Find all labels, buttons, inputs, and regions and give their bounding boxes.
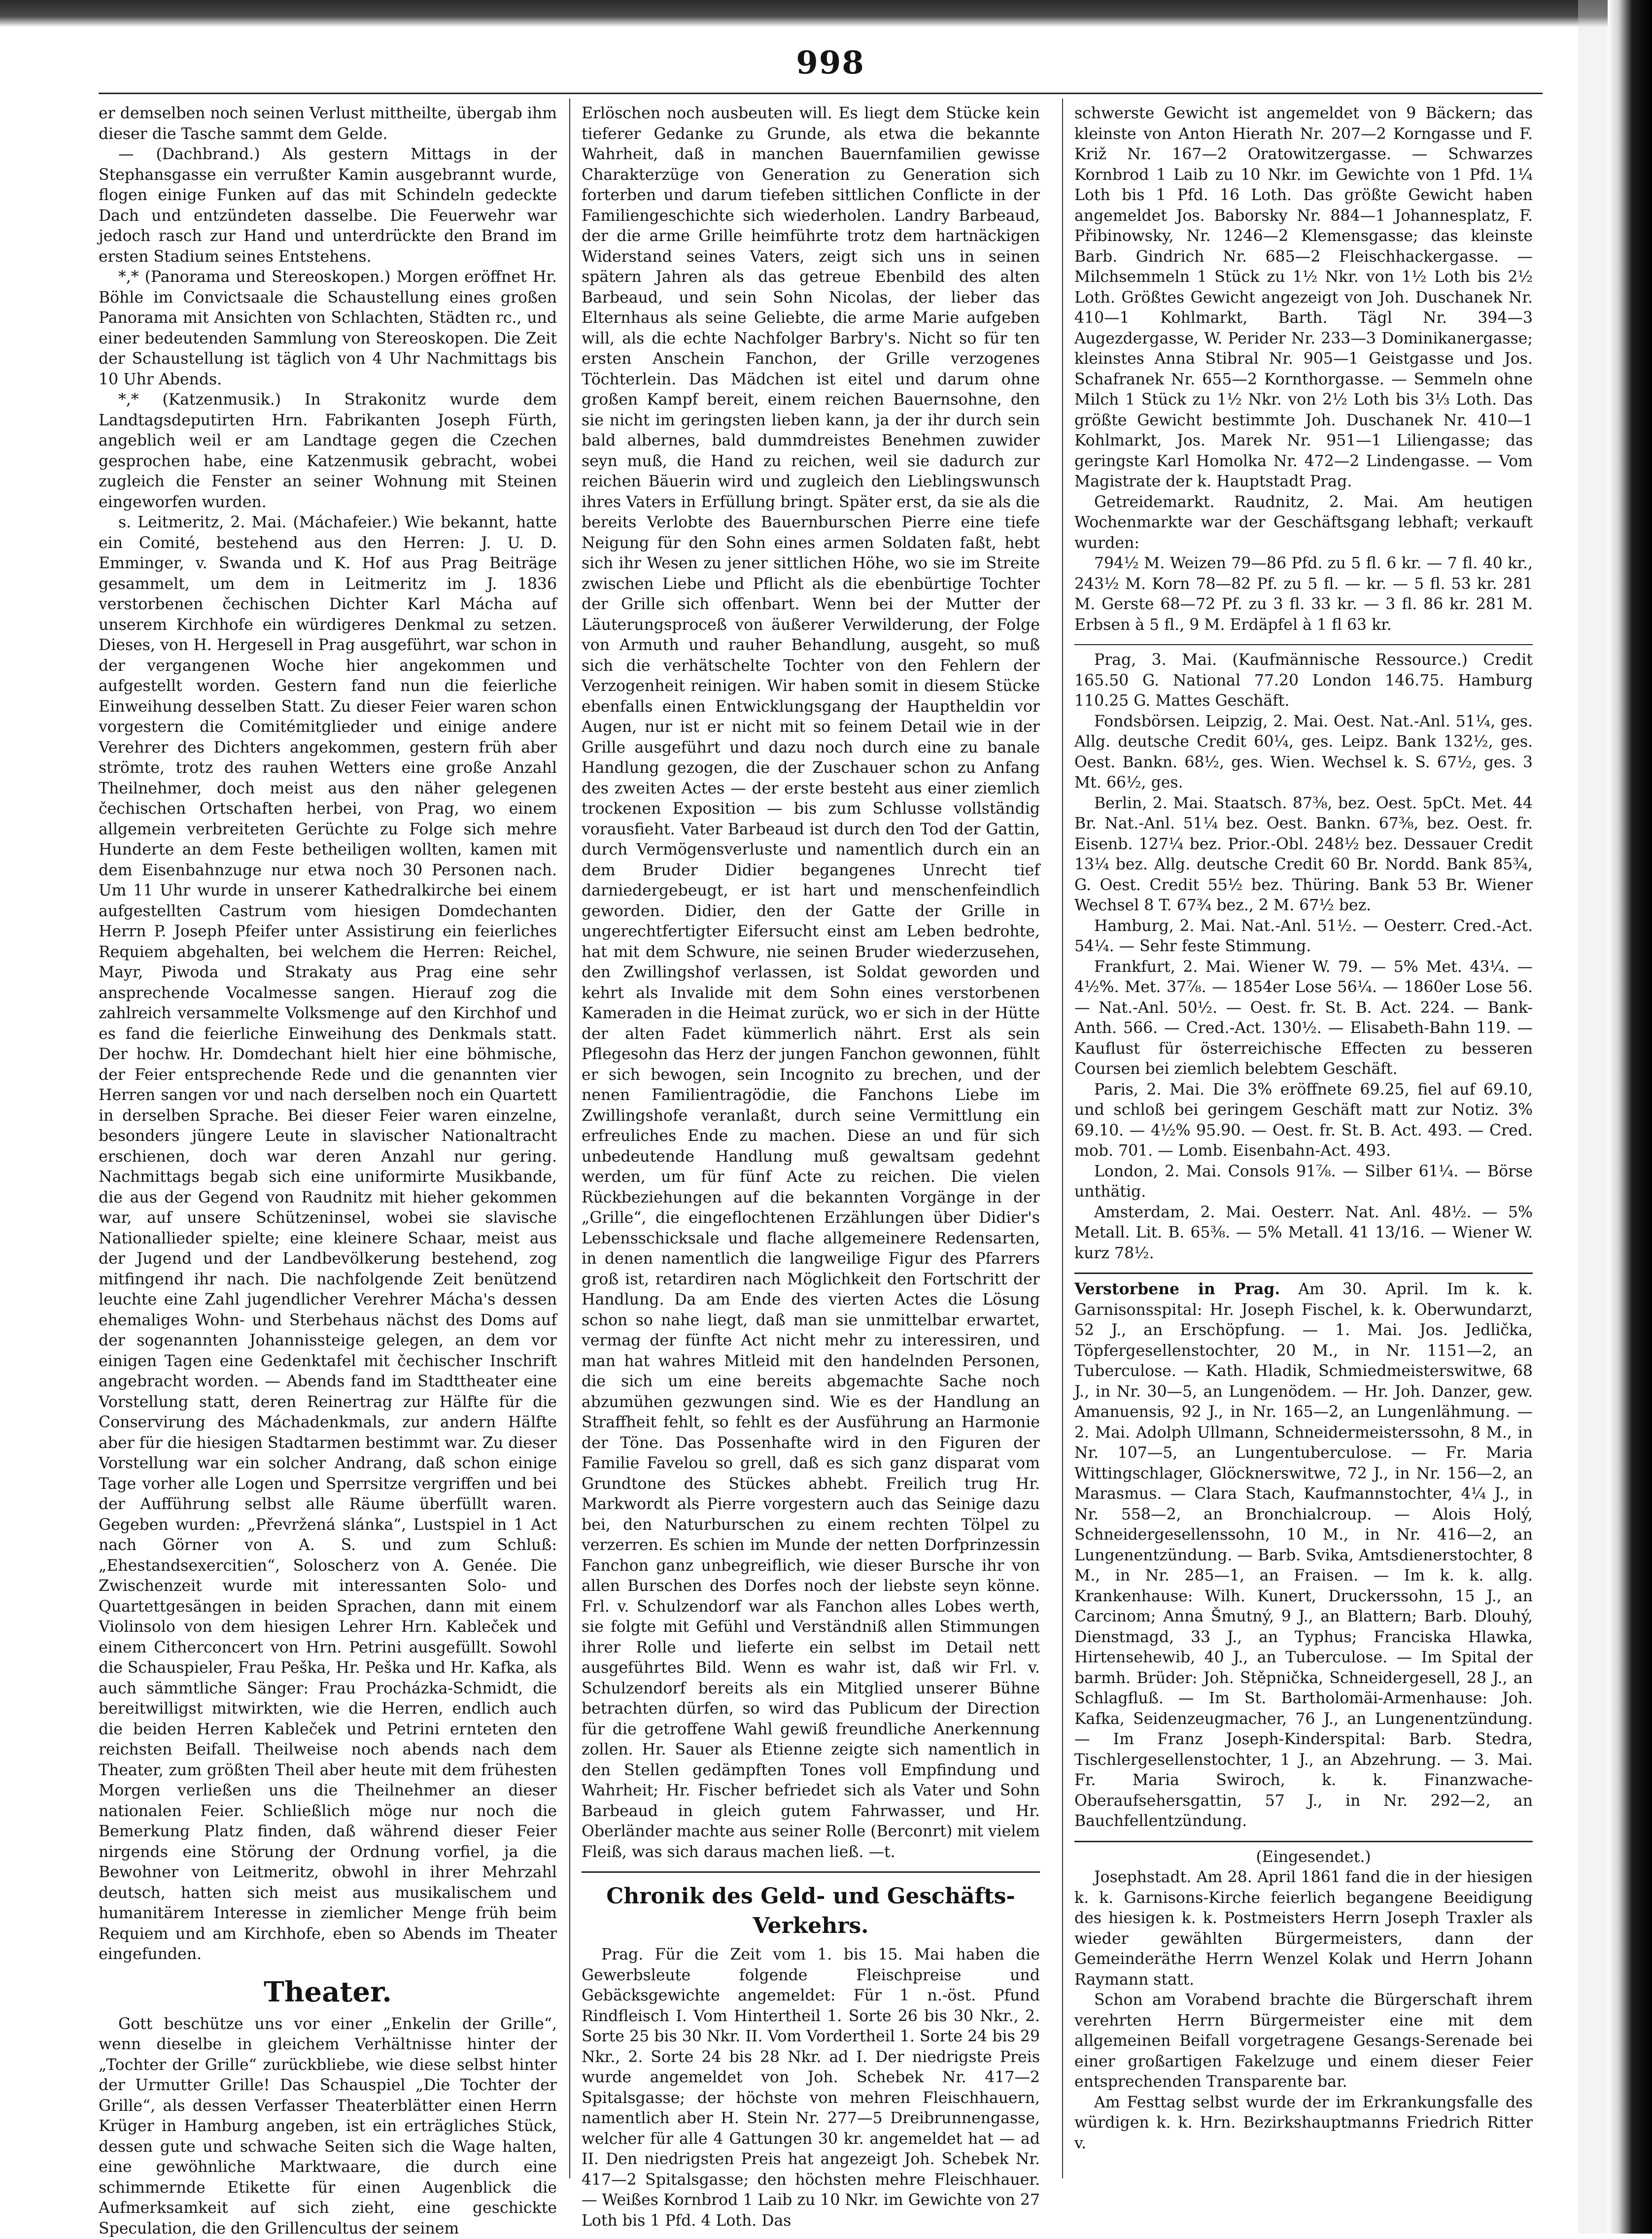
section-rule xyxy=(1074,644,1533,645)
paragraph: Schon am Vorabend brachte die Bürgerschaft ihrem verehrten Herrn Bürgermeister eine mit dem allgemeinen Beifall vorgetragene Gesangs-Serenade bei einer großartigen Fakelzuge und einem dieser Feier entsprechenden Transparente bar. xyxy=(1074,1990,1533,2093)
paragraph: Gott beschütze uns vor einer „Enkelin der Grille“, wenn dieselbe in gleichem Verhältnisse hinter der „Tochter der Grille“ zurückbliebe, wie diese selbst hinter der Urmutter Grille! Das Schauspiel „Die Tochter der Grille“, als dessen Verfasser Theaterblätter einen Herrn Krüger in Hamburg angeben, ist ein erträgliches Stück, dessen gute und schwache Seiten sich die Wage halten, eine gewöhnliche Marktwaare, die durch eine schimmernde Etikette für einen Augenblick die Aufmerksamkeit auf sich zieht, eine geschickte Speculation, die den Grillencultus der seinem xyxy=(99,2014,557,2239)
paragraph: Hamburg, 2. Mai. Nat.-Anl. 51½. — Oesterr. Cred.-Act. 54¼. — Sehr feste Stimmung. xyxy=(1074,916,1533,957)
paragraph: er demselben noch seinen Verlust mittheilte, übergab ihm dieser die Tasche sammt dem Gelde. xyxy=(99,103,557,144)
paragraph: Prag. Für die Zeit vom 1. bis 15. Mai haben die Gewerbsleute folgende Fleischpreise und Gebäcksgewichte angemeldet: Für 1 n.-öst. Pfund Rindfleisch I. Vom Hintertheil 1. Sorte 26 bis 30 Nkr., 2. Sorte 25 bis 30 Nkr. II. Vom Vordertheil 1. Sorte 24 bis 29 Nkr., 2. Sorte 24 bis 28 Nkr. ad I. Der niedrigste Preis wurde angemeldet von Joh. Schebek Nr. 417—2 Spitalsgasse; der höchste von mehren Fleischhauern, namentlich aber H. Stein Nr. 277—5 Dreibrunnengasse, welcher für alle 4 Gattungen 30 kr. angemeldet hat — ad II. Den niedrigsten Preis hat angezeigt Joh. Schebek Nr. 417—2 Spitalsgasse; den höchsten mehre Fleischhauer. — Weißes Kornbrod 1 Laib zu 10 Nkr. im Gewichte von 27 Loth bis 1 Pfd. 4 Loth. Das xyxy=(582,1945,1040,2231)
column-left xyxy=(99,103,557,2239)
paragraph: Prag, 3. Mai. (Kaufmännische Ressource.) Credit 165.50 G. National 77.20 London 146.75. Hamburg 110.25 G. Mattes Geschäft. xyxy=(1074,650,1533,712)
paragraph: Am Festtag selbst wurde der im Erkrankungsfalle des würdigen k. k. Hrn. Bezirkshauptmanns Friedrich Ritter v. xyxy=(1074,2093,1533,2154)
paragraph: Erlöschen noch ausbeuten will. Es liegt dem Stücke kein tieferer Gedanke zu Grunde, als etwa die bekannte Wahrheit, daß in manchen Bauernfamilien gewisse Charakterzüge von Generation zu Generation sich forterben und darum tiefeben sittlichen Conflicte in der Familiengeschichte sich wiederholen. Landry Barbeaud, der die arme Grille heimführte trotz dem hartnäckigen Widerstand seines Vaters, zeigt sich uns in seinen spätern Jahren als das getreue Ebenbild des alten Barbeaud, und sein Sohn Nicolas, der lieber das Elternhaus als seine Geliebte, die arme Marie aufgeben will, als die echte Nachfolger Barbry's. Nicht so für ten ersten Anschein Fanchon, der Grille verzogenes Töchterlein. Das Mädchen ist eitel und darum ohne großen Kampf bereit, einem reichen Bauernsohne, den sie nicht im geringsten lieben kann, ja der ihr durch sein bald albernes, bald dummdreistes Benehmen zuwider seyn muß, die Hand zu reichen, weil sie dadurch zur reichen Bäuerin wird und zugleich den Lieblingswunsch ihres Vaters in Erfüllung bringt. Später erst, da sie als die bereits Verlobte des Bauernburschen Pierre eine tiefe Neigung für den Sohn eines armen Soldaten faßt, hebt sich ihr Wesen zu jener sittlichen Höhe, wo sie im Streite zwischen Liebe und Pflicht als die ebenbürtige Tochter der Grille sich offenbart. Wenn bei der Mutter der Läuterungsproceß von äußerer Verwilderung, der Folge von Armuth und rauher Behandlung, ausgeht, so muß sich die verhätschelte Tochter von den Fehlern der Verzogenheit reinigen. Wir haben somit in diesem Stücke ebenfalls einen Entwicklungsgang der Hauptheldin vor Augen, nur ist er nicht mit so feinem Detail wie in der Grille ausgeführt und dazu noch durch eine zu banale Handlung gezogen, die der Zuschauer schon zu Anfang des zweiten Actes — der erste besteht aus einer ziemlich trockenen Exposition — bis zum Schlusse vollständig vorausfieht. Vater Barbeaud ist durch den Tod der Gattin, durch Vermögensverluste und namentlich durch ein an dem Bruder Didier begangenes Unrecht tief darniedergebeugt, er ist hart und menschenfeindlich geworden. Didier, den der Gatte der Grille in ungerechtfertigter Eifersucht einst am Leben bedrohte, hat mit dem Schwure, nie seinen Bruder wiederzusehen, den Zwillingshof verlassen, ist Soldat geworden und kehrt als Invalide mit dem Sohn eines verstorbenen Kameraden in die Heimat zurück, wo er sich in der Hütte der alten Fadet kümmerlich nährt. Erst als sein Pflegesohn das Herz der jungen Fanchon gewonnen, fühlt er sich bewogen, sein Incognito zu brechen, und der nenen Familientragödie, die Fanchons Liebe im Zwillingshofe veranlaßt, durch seine Vermittlung ein erfreuliches Ende zu machen. Diese an und für sich unbedeutende Handlung muß gewaltsam gedehnt werden, um für fünf Acte zu reichen. Die vielen Rückbeziehungen auf die bekannten Vorgänge in der „Grille“, die eingeflochtenen Erzählungen über Didier's Lebensschicksale und flache allgemeinere Redensarten, in denen namentlich die langweilige Figur des Pfarrers groß ist, retardiren nach Möglichkeit den Fortschritt der Handlung. Da am Ende des vierten Actes die Lösung schon so nahe liegt, daß man sie unmittelbar erwartet, vermag der fünfte Act nicht mehr zu interessiren, und man hat wahres Mitleid mit den handelnden Personen, die sich um eine bereits abgemachte Sache noch abzumühen gezwungen sind. Wie es der Handlung an Straffheit fehlt, so fehlt es der Ausführung an Harmonie der Töne. Das Possenhafte wird in den Figuren der Familie Favelou so grell, daß es sich ganz disparat vom Grundtone des Stückes abhebt. Freilich trug Hr. Markwordt als Pierre vorgestern auch das Seinige dazu bei, den Naturburschen zu einem rechten Tölpel zu verzerren. Es schien im Munde der netten Dorfprinzessin Fanchon ganz unbegreiflich, wie dieser Bursche ihr von allen Burschen des Dorfes noch der liebste seyn könne. Frl. v. Schulzendorf war als Fanchon alles Lobes werth, sie folgte mit Gefühl und Verständniß allen Stimmungen ihrer Rolle und lieferte ein selbst im Detail nett ausgeführtes Bild. Wenn es wahr ist, daß wir Frl. v. Schulzendorf bereits als ein Mitglied unserer Bühne betrachten dürfen, so wird das Publicum der Direction für die getroffene Wahl gewiß freundliche Anerkennung zollen. Hr. Sauer als Etienne zeigte sich namentlich in den Stellen gedämpften Tones voll Empfindung und Wahrheit; Hr. Fischer befriedet sich als Vater und Sohn Barbeaud in gleich gutem Fahrwasser, und Hr. Oberländer machte aus seiner Rolle (Berconrt) mit vielem Fleiß, was sich daraus machen ließ. —t. xyxy=(582,103,1040,1862)
paragraph: Paris, 2. Mai. Die 3% eröffnete 69.25, fiel auf 69.10, und schloß bei geringem Geschäft matt zur Notiz. 3% 69.10. — 4½% 95.90. — Oest. fr. St. B. Act. 493. — Cred. mob. 701. — Lomb. Eisenbahn-Act. 493. xyxy=(1074,1080,1533,1162)
scan-binding-shadow xyxy=(1578,0,1608,2234)
section-rule xyxy=(582,1871,1040,1873)
paragraph: Berlin, 2. Mai. Staatsch. 87⅜, bez. Oest. 5pCt. Met. 44 Br. Nat.-Anl. 51¼ bez. Oest. Bankn. 67⅜, bez. Oest. fr. Eisenb. 127¼ bez. Prior.-Obl. 248½ bez. Dessauer Credit 13¼ bez. Allg. deutsche Credit 60 Br. Nordd. Bank 85¾, G. Oest. Credit 55½ bez. Thüring. Bank 53 Br. Wiener Wechsel 8 T. 67¾ bez., 2 M. 67½ bez. xyxy=(1074,793,1533,916)
header-rule xyxy=(99,93,1543,94)
page-number: 998 xyxy=(769,44,892,81)
paragraph: Josephstadt. Am 28. April 1861 fand die in der hiesigen k. k. Garnisons-Kirche feierlich begangene Beeidigung des hiesigen k. k. Postmeisters Herrn Joseph Traxler als wieder gewählten Bürgermeisters, dann der Gemeinderäthe Herrn Wenzel Kolak und Herrn Johann Raymann statt. xyxy=(1074,1867,1533,1990)
column-divider xyxy=(1062,99,1063,2178)
section-title-theater: Theater. xyxy=(99,1974,557,2010)
paragraph xyxy=(1074,1279,1533,1832)
paragraph-text: Am 30. April. Im k. k. Garnisonsspital: Hr. Joseph Fischel, k. k. Oberwundarzt, 52 J., an Erschöpfung. — 1. Mai. Jos. Jedlička, Töpfergesellenstochter, 20 M., in Nr. 1151—2, an Tuberculose. — Kath. Hladik, Schmiedmeisterswitwe, 68 J., in Nr. 30—5, an Lungenödem. — Hr. Joh. Danzer, gew. Amanuensis, 92 J., in Nr. 165—2, an Lungenlähmung. — 2. Mai. Adolph Ullmann, Schneidermeisterssohn, 8 M., in Nr. 107—5, an Lungentuberculose. — Fr. Maria Wittingschlager, Glöcknerswitwe, 72 J., in Nr. 156—2, an Marasmus. — Clara Stach, Kaufmannstochter, 4¼ J., in Nr. 558—2, an Bronchialcroup. — Alois Holý, Schneidergesellenssohn, 10 M., in Nr. 416—2, an Lungenentzündung. — Barb. Svika, Amtsdienerstochter, 8 M., in Nr. 285—1, an Fraisen. — Im k. k. allg. Krankenhause: Wilh. Kunert, Druckerssohn, 15 J., an Carcinom; Anna Šmutný, 9 J., an Blattern; Barb. Dlouhý, Dienstmagd, 33 J., an Typhus; Franciska Hlawka, Hirtensehewib, 40 J., an Tuberculose. — Im Spital der barmh. Brüder: Joh. Stěpnička, Schneidergesell, 28 J., an Schlagfluß. — Im St. Bartholomäi-Armenhause: Joh. Kafka, Seidenzeugmacher, 76 J., an Lungenentzündung. — Im Franz Joseph-Kinderspital: Barb. Stedra, Tischlergesellenstochter, 1 J., an Abzehrung. — 3. Mai. Fr. Maria Swiroch, k. k. Finanzwache-Oberaufsehersgattin, 57 J., in Nr. 292—2, an Bauchfellentzündung. xyxy=(1074,1280,1533,1830)
section-rule xyxy=(1074,1841,1533,1842)
paragraph: Frankfurt, 2. Mai. Wiener W. 79. — 5% Met. 43¼. — 4½%. Met. 37⅞. — 1854er Lose 56¼. — 1860er Lose 56. — Nat.-Anl. 50½. — Oest. fr. St. B. Act. 224. — Bank-Anth. 566. — Cred.-Act. 130½. — Elisabeth-Bahn 119. — Kauflust für österreichische Effecten zu besseren Coursen bei ziemlich belebtem Geschäft. xyxy=(1074,957,1533,1080)
paragraph: Getreidemarkt. Raudnitz, 2. Mai. Am heutigen Wochenmarkte war der Geschäftsgang lebhaft; verkauft wurden: xyxy=(1074,492,1533,554)
column-divider xyxy=(569,99,570,2178)
column-right xyxy=(1074,103,1533,2154)
section-title-eingesendet: (Eingesendet.) xyxy=(1074,1847,1533,1868)
paragraph: — (Dachbrand.) Als gestern Mittags in der Stephansgasse ein verrußter Kamin ausgebrannt wurde, flogen einige Funken auf das mit Schindeln gedeckte Dach und entzündeten dasselbe. Die Feuerwehr war jedoch rasch zur Hand und unterdrückte den Brand im ersten Stadium seines Entstehens. xyxy=(99,144,557,267)
section-title-chronik: Chronik des Geld- und Geschäfts-Verkehrs. xyxy=(582,1882,1040,1941)
paragraph: Amsterdam, 2. Mai. Oesterr. Nat. Anl. 48½. — 5% Metall. Lit. B. 65⅜. — 5% Metall. 41 13/16. — Wiener W. kurz 78½. xyxy=(1074,1203,1533,1264)
paragraph: 794½ M. Weizen 79—86 Pfd. zu 5 fl. 6 kr. — 7 fl. 40 kr., 243½ M. Korn 78—82 Pf. zu 5 fl. — kr. — 5 fl. 53 kr. 281 M. Gerste 68—72 Pf. zu 3 fl. 33 kr. — 3 fl. 86 kr. 281 M. Erbsen à 5 fl., 9 M. Erdäpfel à 1 fl 63 kr. xyxy=(1074,553,1533,635)
column-middle xyxy=(582,103,1040,2231)
section-rule xyxy=(1074,1273,1533,1274)
paragraph: Fondsbörsen. Leipzig, 2. Mai. Oest. Nat.-Anl. 51¼, ges. Allg. deutsche Credit 60¼, ges. Leipz. Bank 132½, ges. Oest. Bankn. 68½, ges. Wien. Wechsel k. S. 67½, ges. 3 Mt. 66½, ges. xyxy=(1074,712,1533,793)
paragraph: *,* (Panorama und Stereoskopen.) Morgen eröffnet Hr. Böhle im Convictsaale die Schaustellung eines großen Panorama mit Ansichten von Schlachten, Städten rc., und einer bedeutenden Sammlung von Stereoskopen. Die Zeit der Schaustellung ist täglich von 4 Uhr Nachmittags bis 10 Uhr Abends. xyxy=(99,267,557,390)
paragraph: London, 2. Mai. Consols 91⅞. — Silber 61¼. — Börse unthätig. xyxy=(1074,1162,1533,1203)
paragraph: s. Leitmeritz, 2. Mai. (Máchafeier.) Wie bekannt, hatte ein Comité, bestehend aus den Herren: J. U. D. Emminger, v. Swanda und K. Hof aus Prag Beiträge gesammelt, um dem in Leitmeritz im J. 1836 verstorbenen čechischen Dichter Karl Mácha auf unserem Kirchhofe ein würdigeres Denkmal zu setzen. Dieses, von H. Hergesell in Prag ausgeführt, war schon in der vergangenen Woche hier angekommen und aufgestellt worden. Gestern fand nun die feierliche Einweihung desselben Statt. Zu dieser Feier waren schon vorgestern die Comitémitglieder und einige andere Verehrer des Dichters angekommen, gestern früh aber strömte, trotz des rauhen Wetters eine große Anzahl Theilnehmer, doch meist aus den näher gelegenen čechischen Ortschaften herbei, von Prag, wo einem allgemein verbreiteten Gerüchte zu Folge sich mehre Hunderte an dem Feste betheiligen wollten, kamen mit dem Eisenbahnzuge nur etwa noch 30 Personen nach. Um 11 Uhr wurde in unserer Kathedralkirche bei einem aufgestellten Castrum vom hiesigen Domdechanten Herrn P. Joseph Pfeifer unter Assistirung ein feierliches Requiem abgehalten, bei welchem die Herren: Reichel, Mayr, Piwoda und Strakaty aus Prag eine sehr ansprechende Vocalmesse sangen. Hierauf zog die zahlreich versammelte Volksmenge auf den Kirchhof und es fand die feierliche Einweihung des Denkmals statt. Der hochw. Hr. Domdechant hielt hier eine böhmische, der Feier entsprechende Rede und die genannten vier Herren sangen vor und nach derselben noch ein Quartett in derselben Sprache. Bei dieser Feier waren einzelne, besonders jüngere Leute in slavischer Nationaltracht erschienen, doch war deren Anzahl nur gering. Nachmittags begab sich eine uniformirte Musikbande, die aus der Gegend von Raudnitz mit hieher gekommen war, auf unsere Schützeninsel, wobei sie slavische Nationallieder spielte; eine kleinere Schaar, meist aus der Jugend und der Landbevölkerung bestehend, zog mitfingend ihr nach. Die nachfolgende Zeit benützend leuchte eine Zahl jugendlicher Verehrer Mácha's dessen ehemaliges Wohn- und Sterbehaus nächst des Doms auf der sogenannten Johannissteige gelegen, an dem vor einigen Tagen eine Gedenktafel mit čechischer Inschrift angebracht worden. — Abends fand im Stadttheater eine Vorstellung statt, deren Reinertrag zur Hälfte für die Conservirung des Máchadenkmals, zur andern Hälfte aber für die hiesigen Stadtarmen bestimmt war. Zu dieser Vorstellung war ein solcher Andrang, daß schon einige Tage vorher alle Logen und Sperrsitze vergriffen und bei der Aufführung selbst alle Räume überfüllt waren. Gegeben wurden: „Převržená slánka“, Lustspiel in 1 Act nach Görner von A. S. und zum Schluß: „Ehestandsexercitien“, Soloscherz von A. Genée. Die Zwischenzeit wurde mit interessanten Solo- und Quartettgesängen in beiden Sprachen, dann mit einem Violinsolo von dem hiesigen Lehrer Hrn. Kableček und einem Citherconcert von Hrn. Petrini ausgefüllt. Sowohl die Schauspieler, Frau Peška, Hr. Peška und Hr. Kafka, als auch sämmtliche Sänger: Frau Procházka-Schmidt, die bereitwilligst mitwirkten, wie die Herren, endlich auch die beiden Herren Kableček und Petrini ernteten den reichsten Beifall. Theilweise noch abends nach dem Theater, zum größten Theil aber heute mit dem frühesten Morgen verließen uns die Theilnehmer an dieser nationalen Feier. Schließlich möge nur noch die Bemerkung Platz finden, daß während dieser Feier nirgends eine Störung der Ordnung vorfiel, ja die Bewohner von Leitmeritz, obwohl in ihrer Mehrzahl deutsch, hatten sich meist aus musikalischem und humanitärem Interesse in ziemlicher Menge früh beim Requiem und am Kirchhofe, eben so Abends im Theater eingefunden. xyxy=(99,513,557,1965)
paragraph: *,* (Katzenmusik.) In Strakonitz wurde dem Landtagsdeputirten Hrn. Fabrikanten Joseph Fürth, angeblich weil er am Landtage gegen die Czechen gesprochen habe, eine Katzenmusik gebracht, wobei zugleich die Fenster an seiner Wohnung mit Steinen eingeworfen wurden. xyxy=(99,390,557,513)
scan-right-edge xyxy=(1608,0,1652,2234)
scan-top-edge xyxy=(0,0,1652,27)
section-title-verstorbene: Verstorbene in Prag. xyxy=(1074,1280,1280,1298)
paragraph: schwerste Gewicht ist angemeldet von 9 Bäckern; das kleinste von Anton Hierath Nr. 207—2 Korngasse und F. Križ Nr. 167—2 Oratowitzergasse. — Schwarzes Kornbrod 1 Laib zu 10 Nkr. im Gewichte von 1 Pfd. 1¼ Loth bis 1 Pfd. 16 Loth. Das größte Gewicht haben angemeldet Jos. Baborsky Nr. 884—1 Johannesplatz, F. Přibinowsky, Nr. 1246—2 Klemensgasse; das kleinste Barb. Gindrich Nr. 685—2 Fleischhackergasse. — Milchsemmeln 1 Stück zu 1½ Nkr. von 1½ Loth bis 2½ Loth. Größtes Gewicht angezeigt von Joh. Duschanek Nr. 410—1 Kohlmarkt, Barth. Tägl Nr. 394—3 Augezdergasse, W. Perider Nr. 233—3 Dominikanergasse; kleinstes Anna Stibral Nr. 905—1 Geistgasse und Jos. Schafranek Nr. 655—2 Kornthorgasse. — Semmeln ohne Milch 1 Stück zu 1½ Nkr. von 2½ Loth bis 3⅓ Loth. Das größte Gewicht bestimmte Joh. Duschanek Nr. 410—1 Kohlmarkt, Jos. Marek Nr. 951—1 Liliengasse; das geringste Karl Homolka Nr. 472—2 Lindengasse. — Vom Magistrate der k. Hauptstadt Prag. xyxy=(1074,103,1533,492)
